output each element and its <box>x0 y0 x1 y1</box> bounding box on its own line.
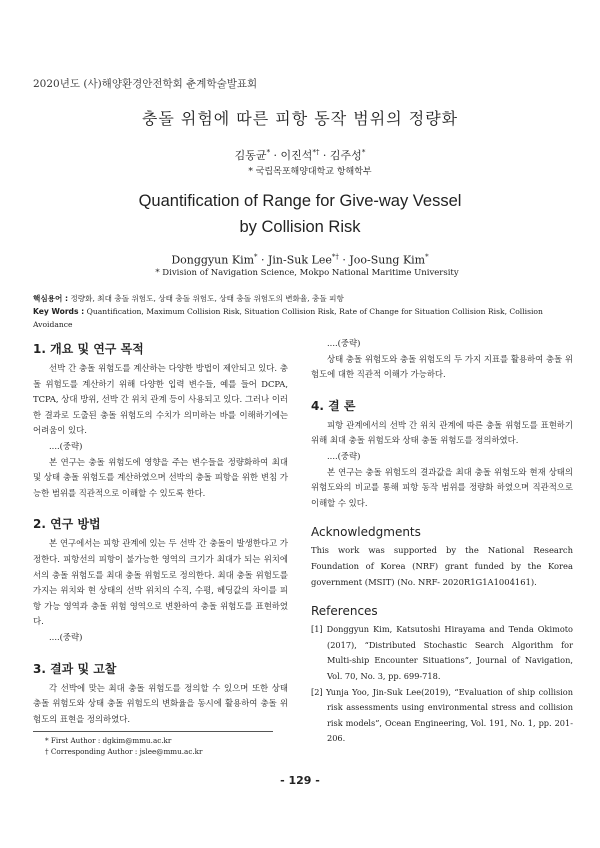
author-en-3: · Joo-Sung Kim <box>338 253 426 267</box>
title-korean: 충돌 위험에 따른 피항 동작 범위의 정량화 <box>141 109 459 128</box>
authors-korean <box>0 147 600 163</box>
footnote-divider <box>33 731 273 732</box>
conference-header: 2020년도 (사)해양환경안전학회 춘계학술발표회 <box>33 78 258 90</box>
author-ko-3: · 김주성 <box>319 149 362 162</box>
section-1-paragraph-1: 선박 간 충돌 위험도를 계산하는 다양한 방법이 제안되고 있다. 충돌 위험도를 계산하기 위해 다양한 입력 변수들, 예를 들어 DCPA, TCPA, 상대 방위, 선박 간 위치 관계 등이 사용되고 있다. 그러나 이러한 결과로 도출된 충돌 위험도의 수치가 의미하는 바를 이해하기에는 어려움이 있다. <box>33 363 288 436</box>
section-1-paragraph-2: 본 연구는 충돌 위험도에 영향을 주는 변수들을 정량화하여 최대 및 상태 충돌 위험도를 계산하였으며 선박의 충돌 피항을 위한 변침 가능한 범위를 직관적으로 이해할 수 있도록 한다. <box>33 456 288 498</box>
keywords-en-label: Key Words : <box>33 307 85 316</box>
footnotes <box>45 735 202 757</box>
keywords-english <box>33 305 573 331</box>
section-3-omitted: ....(중략) <box>327 338 361 348</box>
author-ko-1-mark: * <box>266 148 271 157</box>
reference-item-2: [2] Yunja Yoo, Jin-Suk Lee(2019), “Evaluation of ship collision risk assessments using environmental stress and collision risk models”, Ocean Engineering, Vol. 191, No. 1, pp. 201-206. <box>311 686 573 744</box>
author-en-1-mark: * <box>254 253 258 261</box>
section-4-paragraph-1: 피항 관계에서의 선박 간 위치 관계에 따른 충돌 위험도를 표현하기 위해 최대 충돌 위험도와 상태 충돌 위험도를 정의하였다. <box>311 419 573 446</box>
title-en-line1: Quantification of Range for Give-way Vessel <box>138 192 462 210</box>
author-ko-2-mark: *† <box>312 148 320 157</box>
author-ko-3-mark: * <box>361 148 366 157</box>
affiliation-korean: * 국립목포해양대학교 항해학부 <box>248 167 372 177</box>
references-title: References <box>311 604 378 619</box>
title-english <box>0 188 600 240</box>
acknowledgments-text: This work was supported by the National Research Foundation of Korea (NRF) grant funded by the Korea government (MSIT) (No. NRF- 2020R1G1A1004161). <box>311 545 573 587</box>
keywords-ko-text: 정량화, 최대 충돌 위험도, 상태 충돌 위험도, 상태 충돌 위험도의 변화율, 충돌 피항 <box>68 294 344 303</box>
section-4-paragraph-2: 본 연구는 충돌 위험도의 결과값을 최대 충돌 위험도와 현재 상태의 위험도와의 비교를 통해 피항 동작 범위를 정량화 하였으며 직관적으로 이해할 수 있다. <box>311 466 573 508</box>
keywords-ko-label: 핵심용어 : <box>33 294 69 303</box>
left-column <box>33 340 288 727</box>
section-2-title: 2. 연구 방법 <box>33 517 101 532</box>
acknowledgments-title: Acknowledgments <box>311 525 421 540</box>
footnote-first-author: * First Author : dgkim@mmu.ac.kr <box>45 736 172 745</box>
section-3-paragraph-2: 상태 충돌 위험도와 충돌 위험도의 두 가지 지표를 활용하여 충돌 위험도에 대한 직관적 이해가 가능하다. <box>311 353 573 380</box>
authors-english <box>0 253 600 267</box>
author-en-1: Donggyun Kim <box>171 253 255 267</box>
section-2-paragraph-1: 본 연구에서는 피항 관계에 있는 두 선박 간 충돌이 발생한다고 가정한다. 피항선의 피항이 불가능한 영역의 크기가 최대가 되는 위치에서의 충돌 위험도를 최대 충돌 위험도로 정의한다. 최대 충돌 위험도를 가지는 위치와 현 상태의 선박 위치의 수직, 수평, 헤딩값의 차이를 피항 가능 영역과 충돌 위험 영역으로 변환하여 충돌 위험도를 표현하였다. <box>33 538 288 627</box>
section-4-omitted: ....(중략) <box>327 450 361 461</box>
section-3-title: 3. 결과 및 고찰 <box>33 661 117 676</box>
section-4-title: 4. 결 론 <box>311 398 356 413</box>
title-en-line2: by Collision Risk <box>239 218 361 236</box>
page-number: - 129 - <box>280 774 320 787</box>
section-3-paragraph-1: 각 선박에 맞는 최대 충돌 위험도를 정의할 수 있으며 또한 상태 충돌 위험도와 상태 충돌 위험도의 변화율을 동시에 활용하여 충돌 위험도의 표현을 정의하였다. <box>33 682 288 724</box>
right-column <box>311 336 573 747</box>
keywords-en-text: Quantification, Maximum Collision Risk, Situation Collision Risk, Rate of Change for Situation Collision Risk, Collision Avoidance <box>33 307 543 329</box>
section-2-omitted: ....(중략) <box>49 631 83 642</box>
affiliation-english: * Division of Navigation Science, Mokpo National Maritime University <box>155 268 459 278</box>
author-en-3-mark: * <box>425 253 429 261</box>
author-en-2: · Jin-Suk Lee <box>257 253 332 267</box>
author-ko-2: · 이진석 <box>270 149 313 162</box>
section-1-omitted: ....(중략) <box>49 440 83 451</box>
section-1-title: 1. 개요 및 연구 목적 <box>33 342 144 356</box>
author-ko-1: 김동균 <box>234 149 267 162</box>
footnote-corresponding-author: † Corresponding Author : jslee@mmu.ac.kr <box>45 747 203 756</box>
keywords-korean <box>33 292 573 305</box>
author-en-2-mark: *† <box>331 253 339 261</box>
reference-item-1: [1] Donggyun Kim, Katsutoshi Hirayama and Tenda Okimoto (2017), “Distributed Stochastic Search Algorithm for Multi-ship Encounter Situations”, Journal of Navigation, Vol. 70, No. 3, pp. 699-718. <box>311 624 573 681</box>
